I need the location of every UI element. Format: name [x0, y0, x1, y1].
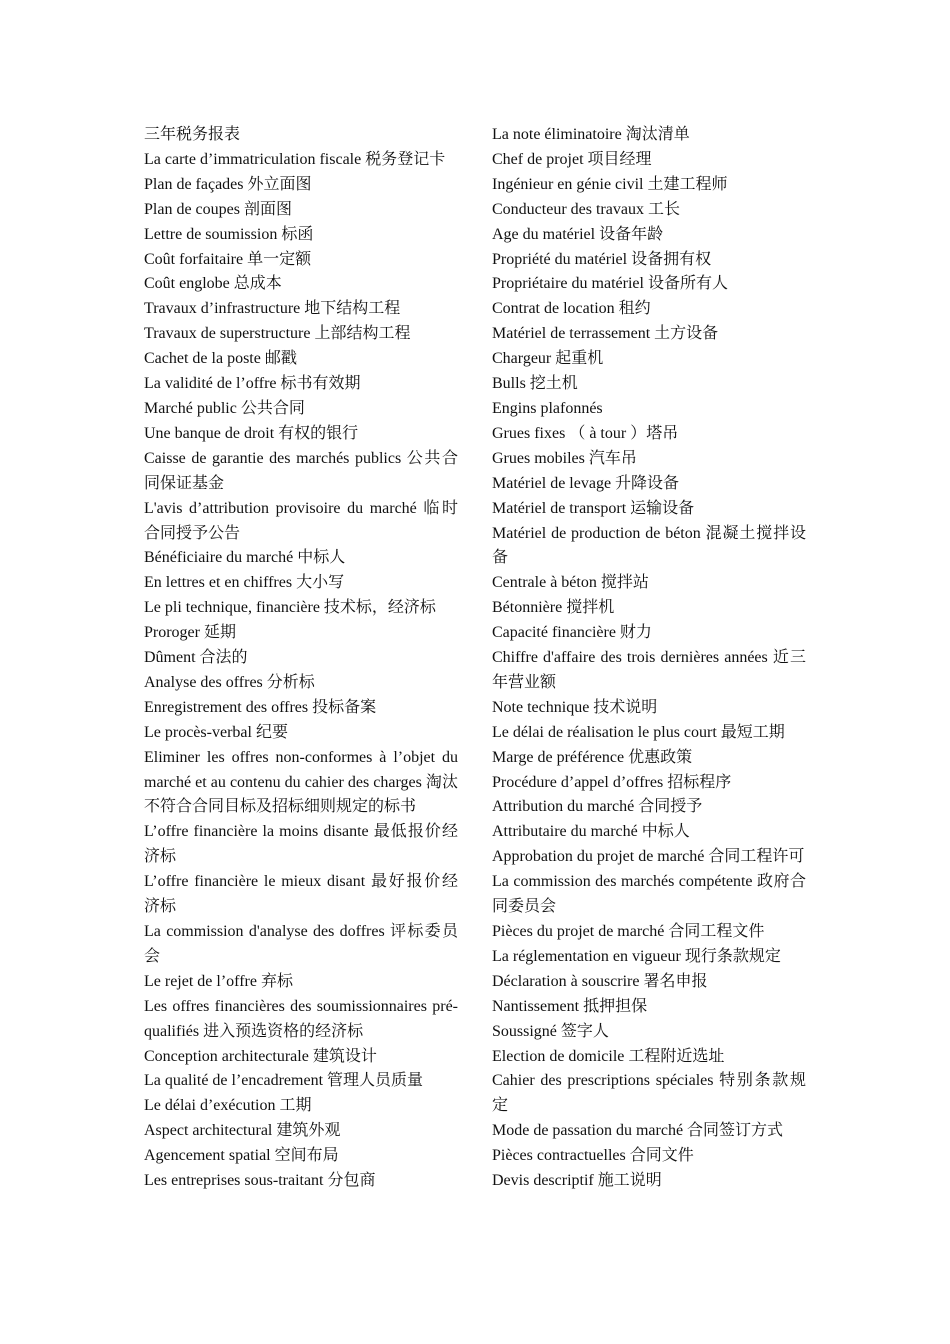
glossary-entry: 三年税务报表: [144, 126, 241, 143]
glossary-entry: Les entreprises sous-traitant 分包商: [144, 1172, 376, 1190]
glossary-entry: Chef de projet 项目经理: [492, 150, 652, 168]
glossary-entry: Pièces du projet de marché 合同工程文件: [492, 923, 765, 940]
glossary-entry: Conception architecturale 建筑设计: [144, 1047, 377, 1065]
glossary-entry: Le délai de réalisation le plus court 最短工期: [492, 723, 785, 741]
glossary-entry: Grues fixes （ à tour ）塔吊: [492, 424, 679, 442]
glossary-entry: Contrat de location 租约: [492, 300, 651, 318]
glossary-entry: La réglementation en vigueur 现行条款规定: [492, 947, 781, 965]
glossary-entry: Cahier des prescriptions spéciales 特别条款规定: [492, 1072, 806, 1115]
glossary-entry: Marge de préférence 优惠政策: [492, 748, 693, 766]
glossary-entry: La commission d'analyse des doffres 评标委员会: [144, 923, 458, 965]
glossary-entry: Agencement spatial 空间布局: [144, 1147, 339, 1165]
glossary-entry: L’offre financière le mieux disant 最好报价经济标: [144, 873, 458, 916]
glossary-entry: Le délai d’exécution 工期: [144, 1097, 312, 1115]
glossary-entry: En lettres et en chiffres 大小写: [144, 574, 345, 592]
glossary-entry: Travaux de superstructure 上部结构工程: [144, 325, 411, 343]
glossary-entry: Plan de façades 外立面图: [144, 175, 312, 193]
glossary-entry: La qualité de l’encadrement 管理人员质量: [144, 1072, 424, 1090]
glossary-entry: Matériel de transport 运输设备: [492, 499, 695, 517]
glossary-entry: La carte d’immatriculation fiscale 税务登记卡: [144, 150, 446, 168]
glossary-entry: Attributaire du marché 中标人: [492, 823, 690, 841]
glossary-entry: Pièces contractuelles 合同文件: [492, 1147, 694, 1165]
glossary-entry: Nantissement 抵押担保: [492, 997, 648, 1015]
glossary-entry: Enregistrement des offres 投标备案: [144, 698, 377, 716]
glossary-entry: Plan de coupes 剖面图: [144, 200, 292, 218]
glossary-entry: Age du matériel 设备年龄: [492, 225, 664, 243]
glossary-entry: Le pli technique, financière 技术标，经济标: [144, 599, 436, 617]
glossary-entry: Proroger 延期: [144, 624, 236, 642]
glossary-entry: Chargeur 起重机: [492, 350, 604, 368]
glossary-entry: Grues mobiles 汽车吊: [492, 449, 637, 467]
glossary-entry: Coût forfaitaire 单一定额: [144, 250, 312, 268]
glossary-entry: Les offres financières des soumissionnaires pré-qualifiés 进入预选资格的经济标: [144, 997, 458, 1040]
glossary-entry: Ingénieur en génie civil 土建工程师: [492, 175, 728, 193]
glossary-entry: Chiffre d'affaire des trois dernières années 近三年营业额: [492, 649, 806, 691]
glossary-entry: Mode de passation du marché 合同签订方式: [492, 1122, 784, 1140]
glossary-entry: Election de domicile 工程附近选址: [492, 1047, 725, 1065]
left-column: [144, 123, 458, 1194]
glossary-entry: Dûment 合法的: [144, 649, 248, 667]
glossary-entry: Propriété du matériel 设备拥有权: [492, 250, 712, 268]
glossary-entry: Eliminer les offres non-conformes à l’objet du marché et au contenu du cahier des charges 淘汰不符合合同目标及招标细则规定的标书: [144, 748, 458, 816]
glossary-entry: La note éliminatoire 淘汰清单: [492, 126, 690, 143]
glossary-entry: Capacité financière 财力: [492, 624, 652, 642]
glossary-entry: L'avis d’attribution provisoire du marché 临时合同授予公告: [144, 499, 458, 542]
glossary-entry: Attribution du marché 合同授予: [492, 798, 703, 816]
glossary-entry: Procédure d’appel d’offres 招标程序: [492, 773, 732, 791]
glossary-entry: Bénéficiaire du marché 中标人: [144, 549, 346, 567]
glossary-entry: Une banque de droit 有权的银行: [144, 424, 359, 442]
glossary-entry: La validité de l’offre 标书有效期: [144, 375, 361, 393]
right-column: [492, 123, 806, 1194]
glossary-entry: Analyse des offres 分析标: [144, 673, 315, 691]
glossary-entry: Engins plafonnés: [492, 399, 603, 417]
glossary-entry: Lettre de soumission 标函: [144, 225, 314, 243]
glossary-entry: Matériel de terrassement 土方设备: [492, 325, 719, 343]
glossary-entry: Propriétaire du matériel 设备所有人: [492, 275, 728, 293]
glossary-entry: Travaux d’infrastructure 地下结构工程: [144, 300, 401, 318]
glossary-entry: Cachet de la poste 邮戳: [144, 350, 297, 368]
glossary-entry: Aspect architectural 建筑外观: [144, 1122, 341, 1140]
glossary-entry: Le procès-verbal 纪要: [144, 723, 288, 741]
glossary-entry: Caisse de garantie des marchés publics 公共合同保证基金: [144, 449, 458, 492]
glossary-entry: Conducteur des travaux 工长: [492, 200, 680, 218]
glossary-entry: Le rejet de l’offre 弃标: [144, 972, 293, 990]
glossary-entry: Bulls 挖土机: [492, 375, 578, 393]
glossary-entry: Coût englobe 总成本: [144, 275, 282, 293]
glossary-entry: Soussigné 签字人: [492, 1022, 609, 1040]
glossary-entry: Note technique 技术说明: [492, 698, 658, 716]
glossary-entry: Matériel de levage 升降设备: [492, 474, 680, 492]
glossary-entry: Devis descriptif 施工说明: [492, 1172, 662, 1190]
glossary-entry: L’offre financière la moins disante 最低报价经济标: [144, 823, 458, 866]
glossary-entry: Marché public 公共合同: [144, 399, 305, 417]
glossary-entry: La commission des marchés compétente 政府合同委员会: [492, 873, 806, 916]
glossary-entry: Approbation du projet de marché 合同工程许可: [492, 848, 805, 866]
glossary-entry: Matériel de production de béton 混凝土搅拌设备: [492, 524, 806, 567]
glossary-entry: Déclaration à souscrire 署名申报: [492, 972, 708, 990]
glossary-entry: Bétonnière 搅拌机: [492, 599, 615, 617]
glossary-entry: Centrale à béton 搅拌站: [492, 574, 649, 592]
